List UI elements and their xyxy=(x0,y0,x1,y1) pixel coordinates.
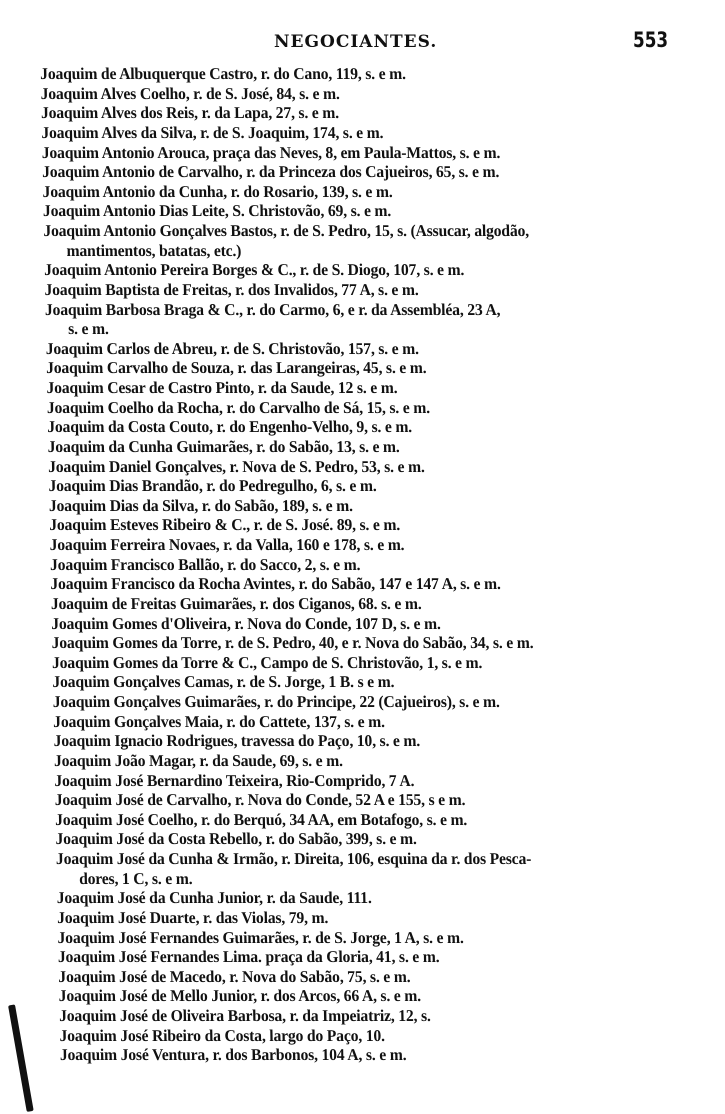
entry-continuation-line: mantimentos, batatas, etc.) xyxy=(66,240,242,260)
entry-line: Joaquim Ignacio Rodrigues, travessa do Paço, 10, s. e m. xyxy=(53,731,421,751)
entry-line: Joaquim Baptista de Freitas, r. dos Invalidos, 77 A, s. e m. xyxy=(44,279,419,299)
directory-entry xyxy=(53,692,725,712)
directory-entry xyxy=(48,457,725,477)
page-number: 553 xyxy=(633,28,669,52)
entry-line: Joaquim Dias da Silva, r. do Sabão, 189, s. e m. xyxy=(48,495,353,515)
entry-line: Joaquim Gonçalves Maia, r. do Cattete, 137, s. e m. xyxy=(53,711,385,731)
entry-line: Joaquim Gomes da Torre, r. de S. Pedro, 40, e r. Nova do Sabão, 34, s. e m. xyxy=(51,633,534,653)
directory-entry xyxy=(49,496,725,516)
entry-line: Joaquim Antonio Gonçalves Bastos, r. de S. Pedro, 15, s. (Assucar, algodão, xyxy=(43,221,530,240)
entry-line: Joaquim João Magar, r. da Saude, 69, s. e m. xyxy=(53,750,343,770)
directory-entry xyxy=(59,1026,725,1046)
entry-line: Joaquim Carvalho de Souza, r. das Larangeiras, 45, s. e m. xyxy=(45,358,427,378)
entry-line: Joaquim Antonio Pereira Borges & C., r. de S. Diogo, 107, s. e m. xyxy=(43,260,465,280)
entry-line: Joaquim José Fernandes Guimarães, r. de S. Jorge, 1 A, s. e m. xyxy=(57,927,464,947)
directory-entry xyxy=(40,64,720,84)
directory-entry xyxy=(45,300,725,339)
directory-entry xyxy=(52,653,725,673)
entry-line: Joaquim de Freitas Guimarães, r. dos Ciganos, 68. s. e m. xyxy=(50,593,422,613)
directory-entry xyxy=(51,594,725,614)
directory-entry xyxy=(46,378,725,398)
directory-entry xyxy=(41,103,721,123)
entry-line: Joaquim da Cunha Guimarães, r. do Sabão, 13, s. e m. xyxy=(47,436,400,456)
entry-line: Joaquim Daniel Gonçalves, r. Nova de S. Pedro, 53, s. e m. xyxy=(47,456,425,476)
directory-entry xyxy=(50,555,725,575)
entry-line: Joaquim José Fernandes Lima. praça da Gloria, 41, s. e m. xyxy=(57,947,440,967)
entry-line: Joaquim Gomes da Torre & C., Campo de S. Christovão, 1, s. e m. xyxy=(51,652,483,672)
entry-continuation-line: dores, 1 C, s. e m. xyxy=(78,868,193,888)
entry-line: Joaquim Antonio de Carvalho, r. da Princeza dos Cajueiros, 65, s. e m. xyxy=(41,162,500,182)
directory-entry xyxy=(46,339,725,359)
scan-edge-mark xyxy=(8,1004,34,1112)
directory-entry xyxy=(56,849,725,888)
directory-entry xyxy=(59,986,725,1006)
section-title: NEGOCIANTES. xyxy=(274,32,438,52)
directory-entry xyxy=(57,928,725,948)
entry-line: Joaquim Carlos de Abreu, r. de S. Christovão, 157, s. e m. xyxy=(45,338,419,358)
directory-entry xyxy=(58,967,725,987)
directory-entry xyxy=(53,731,725,751)
directory-entry xyxy=(47,417,725,437)
directory-entry xyxy=(57,888,725,908)
directory-entry xyxy=(54,751,725,771)
entry-line: Joaquim Alves dos Reis, r. da Lapa, 27, s. e m. xyxy=(40,103,340,123)
entry-line: Joaquim Gonçalves Guimarães, r. do Principe, 22 (Cajueiros), s. e m. xyxy=(52,692,500,711)
entry-line: Joaquim Alves Coelho, r. de S. José, 84, s. e m. xyxy=(40,83,340,103)
directory-entries xyxy=(40,64,725,1065)
entry-line: Joaquim Antonio Arouca, praça das Neves, 8, em Paula-Mattos, s. e m. xyxy=(41,142,501,162)
entry-continuation-line: s. e m. xyxy=(67,319,109,339)
entry-line: Joaquim Antonio Dias Leite, S. Christovão, 69, s. e m. xyxy=(42,201,392,221)
entry-line: Joaquim José da Cunha & Irmão, r. Direita, 106, esquina da r. dos Pesca- xyxy=(55,849,532,868)
directory-entry xyxy=(52,672,725,692)
directory-entry xyxy=(53,712,725,732)
directory-entry xyxy=(60,1045,725,1065)
entry-line: Joaquim Alves da Silva, r. de S. Joaquim, 174, s. e m. xyxy=(41,122,384,142)
entry-line: Joaquim José de Macedo, r. Nova do Sabão, 75, s. e m. xyxy=(58,966,411,986)
entry-line: Joaquim Gonçalves Camas, r. de S. Jorge, 1 B. s e m. xyxy=(52,672,395,692)
directory-entry xyxy=(50,574,725,594)
entry-line: Joaquim José de Carvalho, r. Nova do Conde, 52 A e 155, s e m. xyxy=(54,790,466,810)
directory-entry xyxy=(57,908,725,928)
entry-line: Joaquim José de Oliveira Barbosa, r. da Impeiatriz, 12, s. xyxy=(58,1006,431,1025)
entry-line: Joaquim José Bernardino Teixeira, Rio-Comprido, 7 A. xyxy=(54,770,415,790)
page-header xyxy=(0,28,725,58)
directory-entry xyxy=(42,182,722,202)
directory-entry xyxy=(54,771,725,791)
directory-entry xyxy=(47,437,725,457)
directory-entry xyxy=(43,221,724,260)
entry-line: Joaquim da Costa Couto, r. do Engenho-Velho, 9, s. e m. xyxy=(47,417,413,437)
directory-entry xyxy=(59,1006,725,1026)
entry-line: Joaquim José Duarte, r. das Violas, 79, m. xyxy=(56,907,329,927)
directory-entry xyxy=(49,535,725,555)
entry-line: Joaquim Francisco Ballão, r. do Sacco, 2, s. e m. xyxy=(49,554,361,574)
entry-line: Joaquim Coelho da Rocha, r. do Carvalho de Sá, 15, s. e m. xyxy=(46,397,431,417)
entry-line: Joaquim Dias Brandão, r. do Pedregulho, 6, s. e m. xyxy=(48,476,377,496)
entry-line: Joaquim Esteves Ribeiro & C., r. de S. José. 89, s. e m. xyxy=(49,515,401,535)
directory-entry xyxy=(42,143,722,163)
entry-line: Joaquim José da Costa Rebello, r. do Sabão, 399, s. e m. xyxy=(55,829,417,849)
entry-line: Joaquim Ferreira Novaes, r. da Valla, 160 e 178, s. e m. xyxy=(49,535,405,554)
directory-entry xyxy=(49,515,725,535)
directory-entry xyxy=(51,633,725,653)
entry-line: Joaquim Francisco da Rocha Avintes, r. do Sabão, 147 e 147 A, s. e m. xyxy=(50,574,501,594)
entry-line: Joaquim Cesar de Castro Pinto, r. da Saude, 12 s. e m. xyxy=(46,378,398,397)
directory-entry xyxy=(44,260,724,280)
directory-entry xyxy=(46,358,725,378)
directory-entry xyxy=(58,947,725,967)
entry-line: Joaquim José Coelho, r. do Berquó, 34 AA, em Botafogo, s. e m. xyxy=(54,809,468,829)
directory-entry xyxy=(40,84,720,104)
entry-line: Joaquim José de Mello Junior, r. dos Arcos, 66 A, s. e m. xyxy=(58,986,422,1006)
directory-entry xyxy=(48,476,725,496)
entry-line: Joaquim José Ventura, r. dos Barbonos, 104 A, s. e m. xyxy=(59,1045,407,1065)
entry-line: Joaquim Barbosa Braga & C., r. do Carmo, 6, e r. da Assembléa, 23 A, xyxy=(44,299,501,319)
directory-entry xyxy=(47,398,725,418)
directory-entry xyxy=(44,280,724,300)
directory-entry xyxy=(55,790,725,810)
directory-entry xyxy=(41,123,721,143)
directory-entry xyxy=(51,614,725,634)
directory-entry xyxy=(43,201,723,221)
entry-line: Joaquim José da Cunha Junior, r. da Saude, 111. xyxy=(56,888,372,908)
entry-line: Joaquim de Albuquerque Castro, r. do Cano, 119, s. e m. xyxy=(40,64,406,83)
entry-line: Joaquim Antonio da Cunha, r. do Rosario, 139, s. e m. xyxy=(42,181,393,201)
directory-entry xyxy=(55,810,725,830)
directory-entry xyxy=(42,162,722,182)
directory-entry xyxy=(55,829,725,849)
entry-line: Joaquim José Ribeiro da Costa, largo do Paço, 10. xyxy=(59,1025,385,1045)
entry-line: Joaquim Gomes d'Oliveira, r. Nova do Conde, 107 D, s. e m. xyxy=(51,613,441,633)
